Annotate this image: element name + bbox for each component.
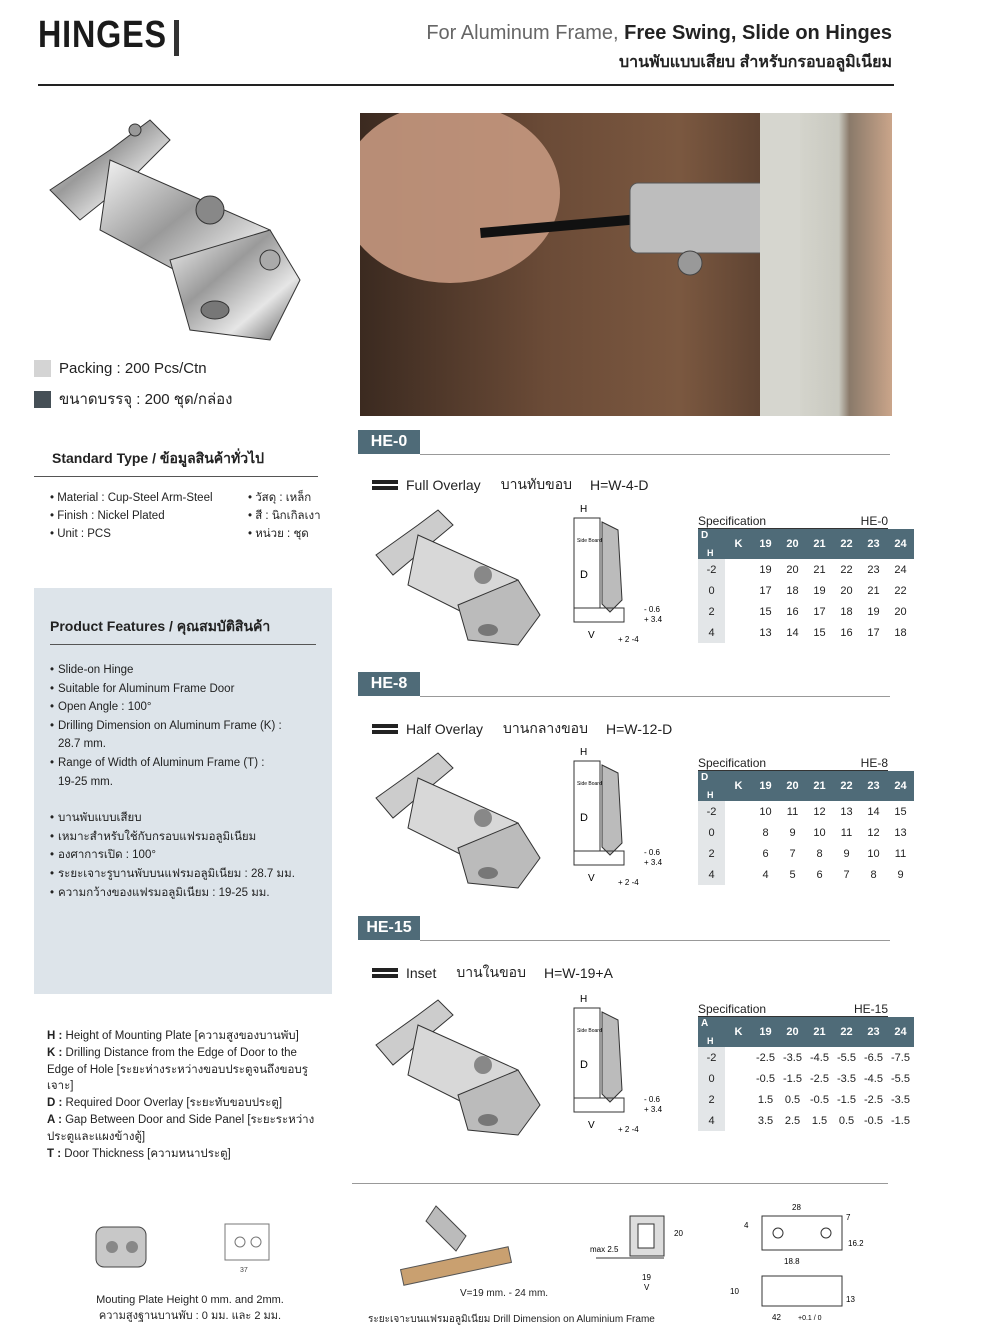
title-divider [174,20,179,56]
spec-cell: 11 [894,847,907,860]
header-rule [38,84,894,86]
svg-text:D: D [580,1059,588,1071]
legend-item: A : Gap Between Door and Side Panel [ระยะระหว่างประตูและแผงข้างตู้] [47,1113,315,1143]
spec-corner: A H [698,1017,725,1047]
drill-caption: ระยะเจาะบนแฟรมอลูมิเนียม Drill Dimension on Aluminium Frame [368,1314,655,1325]
spec-cell: -3.5 [891,1093,910,1106]
spec-row: 0 8 9 10 11 12 13 [698,822,914,843]
k-value: 21 [806,1017,833,1047]
spec-header: Specification HE-0 [698,514,888,528]
standard-heading: Standard Type / ข้อมูลสินค้าทั่วไป [34,448,318,477]
spec-cell: -1.5 [891,1114,910,1127]
svg-text:V: V [644,1283,650,1292]
k-value: 19 [752,529,779,559]
spec-row: 4 4 5 6 7 8 9 [698,864,914,885]
svg-text:H: H [580,504,588,515]
legend-item: T : Door Thickness [ความหนาประตู] [47,1147,231,1160]
spec-cell: -4.5 [810,1051,829,1064]
spec-cell: 12 [813,805,826,818]
dimension-legend [47,1028,317,1162]
specification-table [698,514,914,643]
k-label: K [725,771,752,801]
spec-cell: 13 [840,805,853,818]
spec-row: -2 -2.5 -3.5 -4.5 -5.5 -6.5 -7.5 [698,1047,914,1068]
k-value: 24 [887,529,914,559]
mounting-plate-image [88,1212,158,1282]
spec-cell: 19 [813,584,826,597]
standard-type-panel [34,434,332,562]
svg-text:H: H [580,747,588,758]
spec-cell: -1.5 [837,1093,856,1106]
spec-cell: 14 [786,626,799,639]
spec-cell: 18 [786,584,799,597]
spec-cell: 22 [840,563,853,576]
spec-cell: 15 [759,605,772,618]
hinge-image [368,748,548,893]
spec-cell: -2.5 [756,1051,775,1064]
svg-text:V: V [588,630,595,641]
spec-cell: 9 [789,826,796,839]
overlay-type: Inset บานในขอบ H=W-19+A [372,962,613,984]
dim-37: 37 [240,1267,248,1274]
section-tag: HE-15 [358,916,420,940]
k-value: 24 [887,1017,914,1047]
spec-row: -2 10 11 12 13 14 15 [698,801,914,822]
product-features-panel [34,588,332,994]
svg-text:Side Board: Side Board [577,1028,602,1034]
k-value: 22 [833,529,860,559]
spec-cell: 15 [813,626,826,639]
spec-cell: 22 [894,584,907,597]
k-value: 24 [887,771,914,801]
spec-cell: 2.5 [784,1114,801,1127]
spec-cell: 17 [813,605,826,618]
mounting-caption: Mouting Plate Height 0 mm. and 2mm. ความสูงฐานบานพับ : 0 มม. และ 2 มม. [96,1294,284,1322]
section-rule [420,454,890,455]
svg-text:V: V [588,1120,595,1131]
spec-corner: D H [698,771,725,801]
k-value: 20 [779,1017,806,1047]
spec-cell: 14 [867,805,880,818]
svg-text:+ 3.4: + 3.4 [644,615,663,624]
spec-header: Specification HE-15 [698,1002,888,1016]
features-list: • Slide-on Hinge • Suitable for Aluminum Frame Door • Open Angle : 100° • Drilling Dimension on Aluminum Frame (K) : 28.7 mm. • Range of Width of Aluminum Frame (T) : 19-25 mm. • บานพับแบบเสียบ • เหมาะสำหรับใช้กับกรอบแฟรมอลูมิเนียม • องศาการเปิด : 100° • ระยะเจาะรูบานพับบนแฟรมอลูมิเนียม : 28.7 มม. • ความกว้างของแฟรมอลูมิเนียม : 19-25 มม. [50,661,316,902]
spec-cell: 21 [813,563,826,576]
bottom-rule [352,1183,888,1184]
section-rule [420,696,890,697]
subtitle-thai: บานพับแบบเสียบ สำหรับกรอบอลูมิเนียม [619,54,892,71]
packing-th: ขนาดบรรจุ : 200 ชุด/กล่อง [59,391,233,408]
spec-cell: 18 [840,605,853,618]
svg-text:20: 20 [674,1229,683,1238]
standard-list [34,489,332,543]
legend-item: D : Required Door Overlay [ระยะทับขอบประตู] [47,1097,283,1110]
spec-cell: -3.5 [837,1072,856,1085]
spec-row: 2 15 16 17 18 19 20 [698,601,914,622]
spec-cell: 6 [762,847,769,860]
spec-cell: -7.5 [891,1051,910,1064]
installation-diagram [560,743,680,888]
spec-cell: 19 [867,605,880,618]
svg-text:+0.1 / 0: +0.1 / 0 [798,1315,822,1322]
hinge-image [368,505,548,650]
subtitle-bold: Free Swing, Slide on Hinges [624,22,892,44]
spec-row: 2 1.5 0.5 -0.5 -1.5 -2.5 -3.5 [698,1089,914,1110]
spec-cell: 7 [789,847,796,860]
specification-table [698,756,914,885]
k-value: 22 [833,771,860,801]
spec-cell: -2.5 [810,1072,829,1085]
svg-text:- 0.6: - 0.6 [644,848,661,857]
svg-text:18.8: 18.8 [784,1257,800,1266]
k-value: 23 [860,771,887,801]
drill-dimension-drawing [722,1198,872,1328]
spec-cell: 12 [867,826,880,839]
spec-row: 0 17 18 19 20 21 22 [698,580,914,601]
k-value: 21 [806,529,833,559]
svg-text:Side Board: Side Board [577,781,602,787]
spec-cell: 8 [816,847,823,860]
spec-cell: 9 [897,868,904,881]
spec-cell: 11 [786,805,799,818]
overlay-type-icon [372,479,398,491]
spec-cell: -0.5 [810,1093,829,1106]
spec-cell: -0.5 [756,1072,775,1085]
svg-text:13: 13 [846,1295,855,1304]
k-label: K [725,529,752,559]
spec-row: 0 -0.5 -1.5 -2.5 -3.5 -4.5 -5.5 [698,1068,914,1089]
svg-text:+ 3.4: + 3.4 [644,1105,663,1114]
installation-diagram [560,500,680,645]
spec-cell: -5.5 [891,1072,910,1085]
svg-text:V: V [588,873,595,884]
spec-cell: 8 [870,868,877,881]
spec-cell: 3.5 [757,1114,774,1127]
svg-text:D: D [580,812,588,824]
svg-text:+ 3.4: + 3.4 [644,858,663,867]
k-value: 22 [833,1017,860,1047]
spec-cell: 15 [894,805,907,818]
legend-item: K : Drilling Distance from the Edge of Door to the Edge of Hole [ระยะห่างระหว่างขอบประตูจนถึงขอบรูเจาะ] [47,1046,308,1093]
packing-en: Packing : 200 Pcs/Ctn [59,360,207,377]
overlay-type-icon [372,967,398,979]
spec-cell: 17 [759,584,772,597]
overlay-type: Half Overlay บานกลางขอบ H=W-12-D [372,718,672,740]
svg-text:4: 4 [744,1221,749,1230]
hinge-on-frame-image [396,1196,516,1291]
svg-text:+ 2 -4: + 2 -4 [618,1125,639,1134]
section-tag: HE-8 [358,672,420,696]
spec-cell: 11 [840,826,853,839]
spec-cell: 13 [894,826,907,839]
mounting-plate-drawing [210,1214,290,1278]
spec-cell: 17 [867,626,880,639]
svg-text:10: 10 [730,1287,739,1296]
spec-cell: 16 [840,626,853,639]
spec-cell: 20 [894,605,907,618]
section-tag: HE-0 [358,430,420,454]
svg-text:19: 19 [642,1273,651,1282]
legend-item: H : Height of Mounting Plate [ความสูงของบานพับ] [47,1030,299,1042]
spec-cell: 7 [843,868,850,881]
features-heading: Product Features / คุณสมบัติสินค้า [50,616,316,645]
spec-cell: 8 [762,826,769,839]
subtitle-light: For Aluminum Frame, [426,22,619,44]
spec-cell: -0.5 [864,1114,883,1127]
svg-text:D: D [580,569,588,581]
svg-text:- 0.6: - 0.6 [644,1095,661,1104]
k-value: 20 [779,771,806,801]
spec-cell: 20 [786,563,799,576]
hinge-product-image [40,110,310,360]
spec-cell: 0.5 [784,1093,801,1106]
spec-row: 2 6 7 8 9 10 11 [698,843,914,864]
packing-info [34,360,233,421]
k-value: 19 [752,771,779,801]
k-value: 20 [779,529,806,559]
k-label: K [725,1017,752,1047]
spec-cell: -3.5 [783,1051,802,1064]
k-value: 23 [860,1017,887,1047]
standard-row: • Finish : Nickel Plated • สี : นิกเกิลเงา [50,510,321,522]
svg-text:42: 42 [772,1313,781,1322]
spec-cell: -5.5 [837,1051,856,1064]
spec-cell: 1.5 [757,1093,774,1106]
spec-cell: -1.5 [783,1072,802,1085]
spec-cell: 16 [786,605,799,618]
spec-cell: 24 [894,563,907,576]
spec-cell: -6.5 [864,1051,883,1064]
spec-cell: 23 [867,563,880,576]
standard-row: • Unit : PCS • หน่วย : ชุด [50,528,309,540]
standard-row: • Material : Cup-Steel Arm-Steel • วัสดุ : เหล็ก [50,492,312,504]
spec-cell: 21 [867,584,880,597]
svg-text:16.2: 16.2 [848,1239,864,1248]
svg-text:+ 2 -4: + 2 -4 [618,878,639,887]
specification-table [698,1002,914,1131]
spec-cell: 20 [840,584,853,597]
spec-corner: D H [698,529,725,559]
page-title: HINGES [38,14,167,56]
svg-text:- 0.6: - 0.6 [644,605,661,614]
svg-text:Side Board: Side Board [577,538,602,544]
spec-cell: 10 [813,826,826,839]
spec-cell: 13 [759,626,772,639]
spec-cell: -4.5 [864,1072,883,1085]
spec-cell: 10 [759,805,772,818]
hinge-image [368,995,548,1140]
spec-row: 4 13 14 15 16 17 18 [698,622,914,643]
page-subtitle [426,22,892,45]
frame-profile-drawing [586,1196,696,1296]
installation-photo [360,113,892,416]
overlay-type-icon [372,723,398,735]
k-value: 19 [752,1017,779,1047]
packing-swatch-dark [34,391,51,408]
spec-cell: 6 [816,868,823,881]
spec-cell: 5 [789,868,796,881]
spec-header: Specification HE-8 [698,756,888,770]
v-range-label: V=19 mm. - 24 mm. [460,1288,549,1299]
overlay-type: Full Overlay บานทับขอบ H=W-4-D [372,474,648,496]
k-value: 23 [860,529,887,559]
svg-text:28: 28 [792,1203,801,1212]
spec-cell: 4 [762,868,769,881]
spec-row: -2 19 20 21 22 23 24 [698,559,914,580]
spec-cell: 10 [867,847,880,860]
k-value: 21 [806,771,833,801]
installation-diagram [560,990,680,1135]
spec-row: 4 3.5 2.5 1.5 0.5 -0.5 -1.5 [698,1110,914,1131]
svg-text:H: H [580,994,588,1005]
section-rule [420,940,890,941]
spec-cell: 19 [759,563,772,576]
spec-cell: 0.5 [838,1114,855,1127]
spec-cell: -2.5 [864,1093,883,1106]
spec-cell: 18 [894,626,907,639]
svg-text:7: 7 [846,1213,851,1222]
svg-text:+ 2 -4: + 2 -4 [618,635,639,644]
spec-cell: 9 [843,847,850,860]
packing-swatch-light [34,360,51,377]
svg-text:max 2.5: max 2.5 [590,1245,619,1254]
spec-cell: 1.5 [811,1114,828,1127]
